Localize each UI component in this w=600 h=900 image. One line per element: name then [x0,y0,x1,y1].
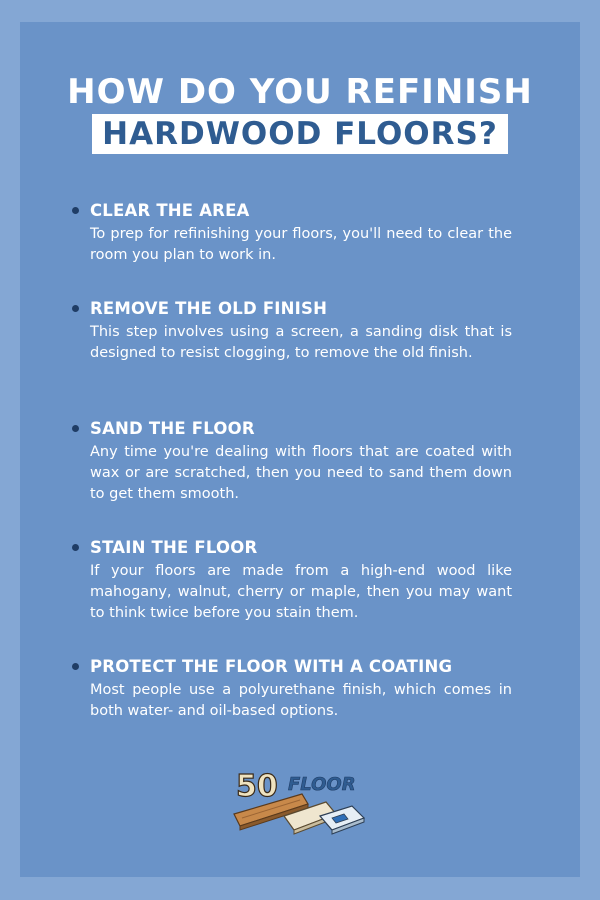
step-description: Any time you're dealing with floors that are coated with wax or are scratched, then you need to sand them down to get them smooth. [90,444,512,502]
step-description: Most people use a polyurethane finish, which comes in both water- and oil-based options. [90,682,512,719]
step-heading: CLEAR THE AREA [90,201,250,220]
bullet-icon [72,544,79,551]
step-heading: PROTECT THE FLOOR WITH A COATING [90,657,453,676]
step-description: This step involves using a screen, a sanding disk that is designed to resist clogging, to remove the old finish. [90,324,512,361]
logo-number: 50 [236,769,278,804]
steps-list [72,200,512,722]
step-item [72,656,512,722]
bullet-icon [72,663,79,670]
step-item [72,200,512,298]
title-line-1: HOW DO YOU REFINISH [67,72,533,112]
step-heading: SAND THE FLOOR [90,419,255,438]
step-item [72,418,512,537]
bullet-icon [72,305,79,312]
step-item [72,537,512,656]
title-line-2: HARDWOOD FLOORS? [92,114,508,154]
logo-word: FLOOR [288,774,356,795]
step-description: To prep for refinishing your floors, you'll need to clear the room you plan to work in. [90,226,512,263]
50-floor-logo [232,764,368,836]
bullet-icon [72,207,79,214]
step-heading: REMOVE THE OLD FINISH [90,299,328,318]
title-line-2-wrapper [0,114,600,154]
bullet-icon [72,425,79,432]
step-description: If your floors are made from a high-end wood like mahogany, walnut, cherry or maple, then you may want to think twice before you stain them. [90,563,512,621]
step-item [72,298,512,418]
step-heading: STAIN THE FLOOR [90,538,258,557]
